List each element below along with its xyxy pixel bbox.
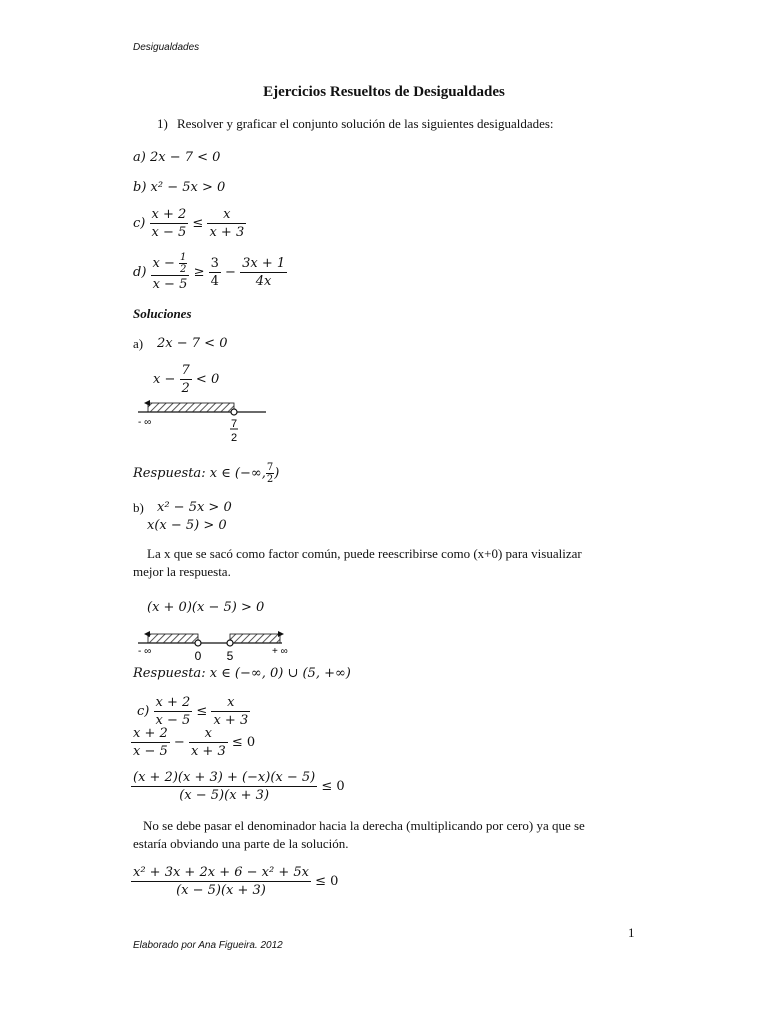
solution-a-step: x − $\frac{7}{2}$ < 0 xyxy=(153,363,220,396)
point-label-0: 0 xyxy=(194,649,202,663)
solution-c-note-line-1: No se debe pasar el denominador hacia la derecha (multiplicando por cero) ya que se xyxy=(143,818,585,833)
problem-d-fraction-2: $\frac{3x + 1}{4x}$ xyxy=(242,256,286,289)
solution-b-note-line-1: La x que se sacó como factor común, puede reescribirse como (x+0) para visualizar xyxy=(147,546,582,561)
point-label-num: 7 xyxy=(230,418,238,430)
problem-d xyxy=(133,252,287,293)
solution-c-step-3: $\frac{(x + 2)(x + 3) + (-x)(x - 5)}{(x - 5)(x + 3)}$ ≤ 0 xyxy=(133,770,345,803)
exercise-instruction: Resolver y graficar el conjunto solución de las siguientes desigualdades: xyxy=(177,116,554,131)
solution-b-rewritten: (x + 0)(x − 5) > 0 xyxy=(147,600,265,615)
problem-d-minus: − xyxy=(225,265,236,280)
problem-d-op: ≥ xyxy=(193,265,205,280)
solution-c-step-4: $\frac{\text{x² + 3x + 2x + 6 − x² + 5x}}{(x - 5)(x + 3)}$ ≤ 0 xyxy=(133,865,339,898)
problem-a xyxy=(133,150,220,165)
problem-d-label: d) xyxy=(133,265,147,280)
problem-c-label: c) xyxy=(133,216,146,231)
solution-a-label: a) xyxy=(133,336,144,351)
problem-b-expr: x² − 5x > 0 xyxy=(150,180,226,195)
point-label-den: 2 xyxy=(230,432,238,444)
pos-infinity-label: + ∞ xyxy=(272,646,288,657)
problem-d-lhs-fraction: x − $\frac{1}{2}$ x − 5 xyxy=(151,252,190,293)
number-line-a xyxy=(130,396,280,452)
solution-c-note-line-2: estaría obviando una parte de la solución. xyxy=(133,836,349,851)
page-title: Ejercicios Resueltos de Desigualdades xyxy=(263,84,505,100)
number-line-b xyxy=(130,626,300,666)
neg-infinity-label: - ∞ xyxy=(138,417,152,428)
arrow-right-icon xyxy=(278,631,284,637)
problem-b xyxy=(133,180,225,195)
arrow-left-icon xyxy=(144,631,150,637)
solution-c-step-2: $\frac{x + 2}{x - 5}$ − $\frac{x}{x + 3}$ ≤ 0 xyxy=(133,726,256,759)
solution-region-left xyxy=(148,634,198,643)
solution-c-inequality: c) $\frac{x + 2}{x - 5}$ ≤ $\frac{x}{x + 3}$ xyxy=(137,695,249,728)
point-label-5: 5 xyxy=(226,649,234,663)
solution-region xyxy=(148,403,234,412)
footer-author: Elaborado por Ana Figueira. 2012 xyxy=(133,940,283,951)
problem-b-label: b) xyxy=(133,180,147,195)
problem-c-lhs-fraction: $\frac{x + 2}{x - 5}$ xyxy=(151,207,187,240)
exercise-number: 1) xyxy=(157,116,168,131)
problem-c-rhs-fraction: $\frac{x}{x + 3}$ xyxy=(209,207,245,240)
open-point-5 xyxy=(227,640,233,646)
solution-region-right xyxy=(230,634,280,643)
problem-c-op: ≤ xyxy=(192,216,204,231)
solution-b-factored: x(x − 5) > 0 xyxy=(147,518,227,533)
problem-c xyxy=(133,206,246,241)
solution-b-label: b) xyxy=(133,500,144,515)
solutions-heading: Soluciones xyxy=(133,306,192,321)
running-header: Desigualdades xyxy=(133,42,200,53)
solution-a-expr: 2x − 7 < 0 xyxy=(157,336,228,351)
solution-b-expr: x² − 5x > 0 xyxy=(157,500,232,515)
problem-d-fraction-1: $\frac{3}{4}$ xyxy=(210,256,219,289)
open-point-0 xyxy=(195,640,201,646)
solution-a-step-fraction: $\frac{7}{2}$ xyxy=(181,363,190,396)
arrow-left-icon xyxy=(144,400,150,406)
solution-b-answer: Respuesta: x ∈ (−∞, 0) ∪ (5, +∞) xyxy=(133,666,351,681)
problem-a-expr: 2x − 7 < 0 xyxy=(149,150,221,165)
neg-infinity-label: - ∞ xyxy=(138,646,152,657)
solution-a-answer: Respuesta: x ∈ (−∞, $\frac{7}{2}$ ) xyxy=(133,462,280,485)
open-point xyxy=(231,409,237,415)
solution-b-note-line-2: mejor la respuesta. xyxy=(133,564,231,579)
problem-a-label: a) xyxy=(133,150,146,165)
page-number: 1 xyxy=(628,925,635,940)
